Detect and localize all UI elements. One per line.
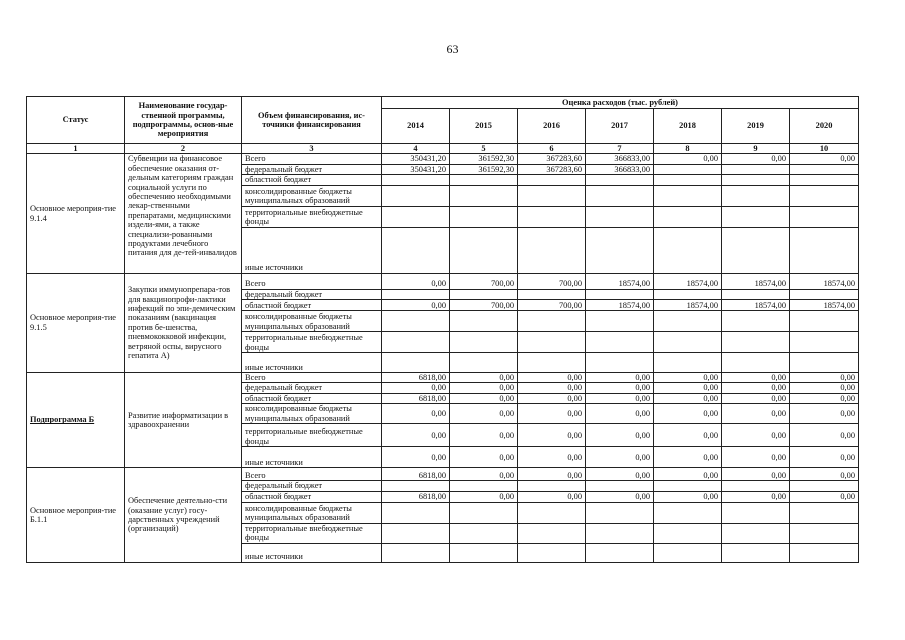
value-cell-2019	[722, 332, 790, 353]
value-cell-2017: 0,00	[586, 424, 654, 447]
financing-source-cell: территориальные внебюджетные фонды	[242, 523, 382, 543]
value-cell-2014	[382, 311, 450, 332]
value-cell-2016: 0,00	[518, 447, 586, 468]
value-cell-2018: 0,00	[654, 393, 722, 403]
table-row	[27, 154, 859, 164]
value-cell-2020: 0,00	[790, 404, 859, 424]
value-cell-2018	[654, 502, 722, 523]
value-cell-2019	[722, 206, 790, 227]
value-cell-2020: 0,00	[790, 393, 859, 403]
value-cell-2018: 18574,00	[654, 300, 722, 311]
value-cell-2016: 367283,60	[518, 154, 586, 164]
value-cell-2014	[382, 289, 450, 299]
column-index: 8	[654, 144, 722, 154]
value-cell-2014	[382, 175, 450, 185]
column-index: 3	[242, 144, 382, 154]
value-cell-2014: 0,00	[382, 424, 450, 447]
value-cell-2019: 18574,00	[722, 300, 790, 311]
column-index: 5	[450, 144, 518, 154]
column-index: 7	[586, 144, 654, 154]
value-cell-2018	[654, 175, 722, 185]
value-cell-2014: 6818,00	[382, 373, 450, 383]
value-cell-2017: 0,00	[586, 383, 654, 393]
value-cell-2018	[654, 332, 722, 353]
value-cell-2019: 0,00	[722, 468, 790, 481]
value-cell-2019	[722, 164, 790, 174]
financing-source-cell: иные источники	[242, 353, 382, 373]
value-cell-2015: 0,00	[450, 491, 518, 502]
header-year-2014: 2014	[382, 109, 450, 144]
value-cell-2015: 0,00	[450, 468, 518, 481]
value-cell-2018	[654, 206, 722, 227]
table-row	[27, 468, 859, 481]
header-year-2019: 2019	[722, 109, 790, 144]
value-cell-2020	[790, 543, 859, 562]
value-cell-2019	[722, 175, 790, 185]
column-index: 6	[518, 144, 586, 154]
value-cell-2015	[450, 523, 518, 543]
financing-source-cell: областной бюджет	[242, 175, 382, 185]
value-cell-2015	[450, 481, 518, 491]
value-cell-2015	[450, 311, 518, 332]
value-cell-2019: 18574,00	[722, 273, 790, 289]
value-cell-2018	[654, 311, 722, 332]
value-cell-2015	[450, 353, 518, 373]
value-cell-2016: 0,00	[518, 393, 586, 403]
header-estimate: Оценка расходов (тыс. рублей)	[382, 97, 859, 109]
value-cell-2014: 6818,00	[382, 491, 450, 502]
value-cell-2019: 0,00	[722, 393, 790, 403]
financing-source-cell: иные источники	[242, 543, 382, 562]
value-cell-2018: 0,00	[654, 491, 722, 502]
header-status: Статус	[27, 97, 125, 144]
page-number: 63	[446, 42, 459, 56]
status-cell: Основное мероприя-тие 9.1.5	[27, 273, 125, 372]
value-cell-2017: 0,00	[586, 393, 654, 403]
value-cell-2016: 0,00	[518, 424, 586, 447]
value-cell-2016	[518, 289, 586, 299]
value-cell-2019	[722, 543, 790, 562]
value-cell-2016	[518, 523, 586, 543]
value-cell-2018: 0,00	[654, 383, 722, 393]
value-cell-2017: 366833,00	[586, 164, 654, 174]
value-cell-2017	[586, 227, 654, 273]
value-cell-2014	[382, 185, 450, 206]
header-year-2016: 2016	[518, 109, 586, 144]
value-cell-2020	[790, 206, 859, 227]
value-cell-2017	[586, 481, 654, 491]
value-cell-2018	[654, 543, 722, 562]
value-cell-2017	[586, 523, 654, 543]
value-cell-2018: 0,00	[654, 424, 722, 447]
value-cell-2015: 361592,30	[450, 164, 518, 174]
value-cell-2015	[450, 543, 518, 562]
value-cell-2018: 0,00	[654, 373, 722, 383]
column-index: 2	[125, 144, 242, 154]
value-cell-2015: 700,00	[450, 300, 518, 311]
value-cell-2014: 6818,00	[382, 393, 450, 403]
value-cell-2020	[790, 175, 859, 185]
value-cell-2016	[518, 185, 586, 206]
value-cell-2017: 0,00	[586, 404, 654, 424]
financing-source-cell: консолидированные бюджеты муниципальных образований	[242, 311, 382, 332]
value-cell-2020	[790, 481, 859, 491]
value-cell-2019	[722, 185, 790, 206]
value-cell-2017	[586, 185, 654, 206]
value-cell-2014: 350431,20	[382, 154, 450, 164]
value-cell-2019: 0,00	[722, 491, 790, 502]
financing-source-cell: иные источники	[242, 447, 382, 468]
budget-table	[26, 96, 859, 563]
column-index: 1	[27, 144, 125, 154]
value-cell-2017	[586, 332, 654, 353]
value-cell-2018	[654, 289, 722, 299]
value-cell-2016: 700,00	[518, 273, 586, 289]
value-cell-2015: 361592,30	[450, 154, 518, 164]
value-cell-2016	[518, 543, 586, 562]
value-cell-2020: 0,00	[790, 383, 859, 393]
value-cell-2020	[790, 311, 859, 332]
value-cell-2016: 700,00	[518, 300, 586, 311]
table-row	[27, 373, 859, 383]
financing-source-cell: областной бюджет	[242, 491, 382, 502]
value-cell-2020: 18574,00	[790, 273, 859, 289]
value-cell-2016	[518, 332, 586, 353]
value-cell-2014	[382, 502, 450, 523]
value-cell-2020	[790, 227, 859, 273]
value-cell-2020: 0,00	[790, 373, 859, 383]
value-cell-2016	[518, 175, 586, 185]
value-cell-2015	[450, 289, 518, 299]
value-cell-2019	[722, 311, 790, 332]
value-cell-2017	[586, 289, 654, 299]
status-cell: Подпрограмма Б	[27, 373, 125, 468]
value-cell-2014	[382, 481, 450, 491]
value-cell-2015	[450, 175, 518, 185]
program-name-cell: Развитие информатизации в здравоохранении	[125, 373, 242, 468]
header-year-2018: 2018	[654, 109, 722, 144]
value-cell-2020	[790, 185, 859, 206]
value-cell-2015: 700,00	[450, 273, 518, 289]
value-cell-2018	[654, 481, 722, 491]
value-cell-2018	[654, 353, 722, 373]
status-cell: Основное мероприя-тие Б.1.1	[27, 468, 125, 562]
value-cell-2014: 350431,20	[382, 164, 450, 174]
value-cell-2019	[722, 481, 790, 491]
value-cell-2019	[722, 289, 790, 299]
value-cell-2019: 0,00	[722, 424, 790, 447]
value-cell-2015: 0,00	[450, 373, 518, 383]
value-cell-2018: 0,00	[654, 468, 722, 481]
value-cell-2014: 0,00	[382, 273, 450, 289]
value-cell-2015: 0,00	[450, 404, 518, 424]
value-cell-2015: 0,00	[450, 383, 518, 393]
header-name: Наименование государ-ственной программы, подпрограммы, основ-ные мероприятия	[125, 97, 242, 144]
value-cell-2014	[382, 543, 450, 562]
value-cell-2015: 0,00	[450, 424, 518, 447]
value-cell-2019	[722, 523, 790, 543]
value-cell-2020: 0,00	[790, 154, 859, 164]
value-cell-2015	[450, 185, 518, 206]
value-cell-2016	[518, 353, 586, 373]
value-cell-2017	[586, 543, 654, 562]
financing-source-cell: Всего	[242, 273, 382, 289]
column-index: 4	[382, 144, 450, 154]
value-cell-2014	[382, 523, 450, 543]
value-cell-2016	[518, 481, 586, 491]
value-cell-2020	[790, 164, 859, 174]
value-cell-2014: 0,00	[382, 447, 450, 468]
financing-source-cell: федеральный бюджет	[242, 164, 382, 174]
program-name-cell: Закупки иммунопрепара-тов для вакцинопрофи-лактики инфекций по эпи-демическим показаниям (вакцинация против бе-шенства, пневмококковой инфекции, ветряной оспы, вирусного гепатита А)	[125, 273, 242, 372]
value-cell-2016: 0,00	[518, 404, 586, 424]
value-cell-2016	[518, 502, 586, 523]
value-cell-2018: 0,00	[654, 404, 722, 424]
status-cell: Основное мероприя-тие 9.1.4	[27, 154, 125, 273]
column-index: 10	[790, 144, 859, 154]
financing-source-cell: иные источники	[242, 227, 382, 273]
value-cell-2019	[722, 502, 790, 523]
program-name-cell: Субвенции на финансовое обеспечение оказания от-дельным категориям граждан социальной услуги по обеспечению необходимыми лекар-ственными препаратами, медицинскими издели-ями, а также специализи-рованными продуктами лечебного питания для де-тей-инвалидов	[125, 154, 242, 273]
value-cell-2014	[382, 353, 450, 373]
value-cell-2016: 0,00	[518, 383, 586, 393]
header-year-2017: 2017	[586, 109, 654, 144]
financing-source-cell: консолидированные бюджеты муниципальных образований	[242, 185, 382, 206]
financing-source-cell: консолидированные бюджеты муниципальных образований	[242, 404, 382, 424]
value-cell-2016: 0,00	[518, 491, 586, 502]
header-year-2020: 2020	[790, 109, 859, 144]
financing-source-cell: федеральный бюджет	[242, 383, 382, 393]
header-year-2015: 2015	[450, 109, 518, 144]
column-index: 9	[722, 144, 790, 154]
table-row	[27, 273, 859, 289]
value-cell-2015: 0,00	[450, 393, 518, 403]
financing-source-cell: консолидированные бюджеты муниципальных образований	[242, 502, 382, 523]
value-cell-2015: 0,00	[450, 447, 518, 468]
value-cell-2017	[586, 353, 654, 373]
value-cell-2019: 0,00	[722, 383, 790, 393]
value-cell-2017: 18574,00	[586, 273, 654, 289]
value-cell-2020: 0,00	[790, 491, 859, 502]
value-cell-2014	[382, 227, 450, 273]
value-cell-2016: 0,00	[518, 468, 586, 481]
financing-source-cell: федеральный бюджет	[242, 289, 382, 299]
financing-source-cell: Всего	[242, 154, 382, 164]
value-cell-2019: 0,00	[722, 154, 790, 164]
value-cell-2017	[586, 206, 654, 227]
value-cell-2018	[654, 185, 722, 206]
value-cell-2014: 0,00	[382, 300, 450, 311]
value-cell-2016: 367283,60	[518, 164, 586, 174]
value-cell-2017: 18574,00	[586, 300, 654, 311]
header-financing: Объем финансирования, ис-точники финансирования	[242, 97, 382, 144]
value-cell-2017: 0,00	[586, 373, 654, 383]
value-cell-2020	[790, 332, 859, 353]
financing-source-cell: Всего	[242, 468, 382, 481]
financing-source-cell: территориальные внебюджетные фонды	[242, 332, 382, 353]
value-cell-2014: 6818,00	[382, 468, 450, 481]
value-cell-2014	[382, 332, 450, 353]
program-name-cell: Обеспечение деятельно-сти (оказание услуг) госу-дарственных учреждений (организаций)	[125, 468, 242, 562]
value-cell-2017: 0,00	[586, 491, 654, 502]
value-cell-2014	[382, 206, 450, 227]
value-cell-2017	[586, 502, 654, 523]
financing-source-cell: областной бюджет	[242, 300, 382, 311]
value-cell-2016	[518, 311, 586, 332]
value-cell-2020	[790, 353, 859, 373]
value-cell-2020: 0,00	[790, 447, 859, 468]
value-cell-2015	[450, 206, 518, 227]
value-cell-2015	[450, 502, 518, 523]
financing-source-cell: областной бюджет	[242, 393, 382, 403]
financing-source-cell: федеральный бюджет	[242, 481, 382, 491]
value-cell-2020: 0,00	[790, 468, 859, 481]
value-cell-2019	[722, 227, 790, 273]
value-cell-2018	[654, 227, 722, 273]
value-cell-2020	[790, 502, 859, 523]
value-cell-2020: 18574,00	[790, 300, 859, 311]
value-cell-2018	[654, 523, 722, 543]
financing-source-cell: территориальные внебюджетные фонды	[242, 206, 382, 227]
value-cell-2018	[654, 164, 722, 174]
value-cell-2018: 18574,00	[654, 273, 722, 289]
value-cell-2020	[790, 523, 859, 543]
value-cell-2020	[790, 289, 859, 299]
value-cell-2017	[586, 311, 654, 332]
value-cell-2019: 0,00	[722, 447, 790, 468]
value-cell-2017: 0,00	[586, 447, 654, 468]
value-cell-2014: 0,00	[382, 383, 450, 393]
value-cell-2017: 366833,00	[586, 154, 654, 164]
value-cell-2017	[586, 175, 654, 185]
value-cell-2014: 0,00	[382, 404, 450, 424]
value-cell-2018: 0,00	[654, 154, 722, 164]
value-cell-2015	[450, 227, 518, 273]
value-cell-2015	[450, 332, 518, 353]
value-cell-2019	[722, 353, 790, 373]
value-cell-2016	[518, 206, 586, 227]
value-cell-2016	[518, 227, 586, 273]
value-cell-2020: 0,00	[790, 424, 859, 447]
value-cell-2019: 0,00	[722, 404, 790, 424]
financing-source-cell: Всего	[242, 373, 382, 383]
value-cell-2018: 0,00	[654, 447, 722, 468]
value-cell-2016: 0,00	[518, 373, 586, 383]
value-cell-2017: 0,00	[586, 468, 654, 481]
value-cell-2019: 0,00	[722, 373, 790, 383]
financing-source-cell: территориальные внебюджетные фонды	[242, 424, 382, 447]
